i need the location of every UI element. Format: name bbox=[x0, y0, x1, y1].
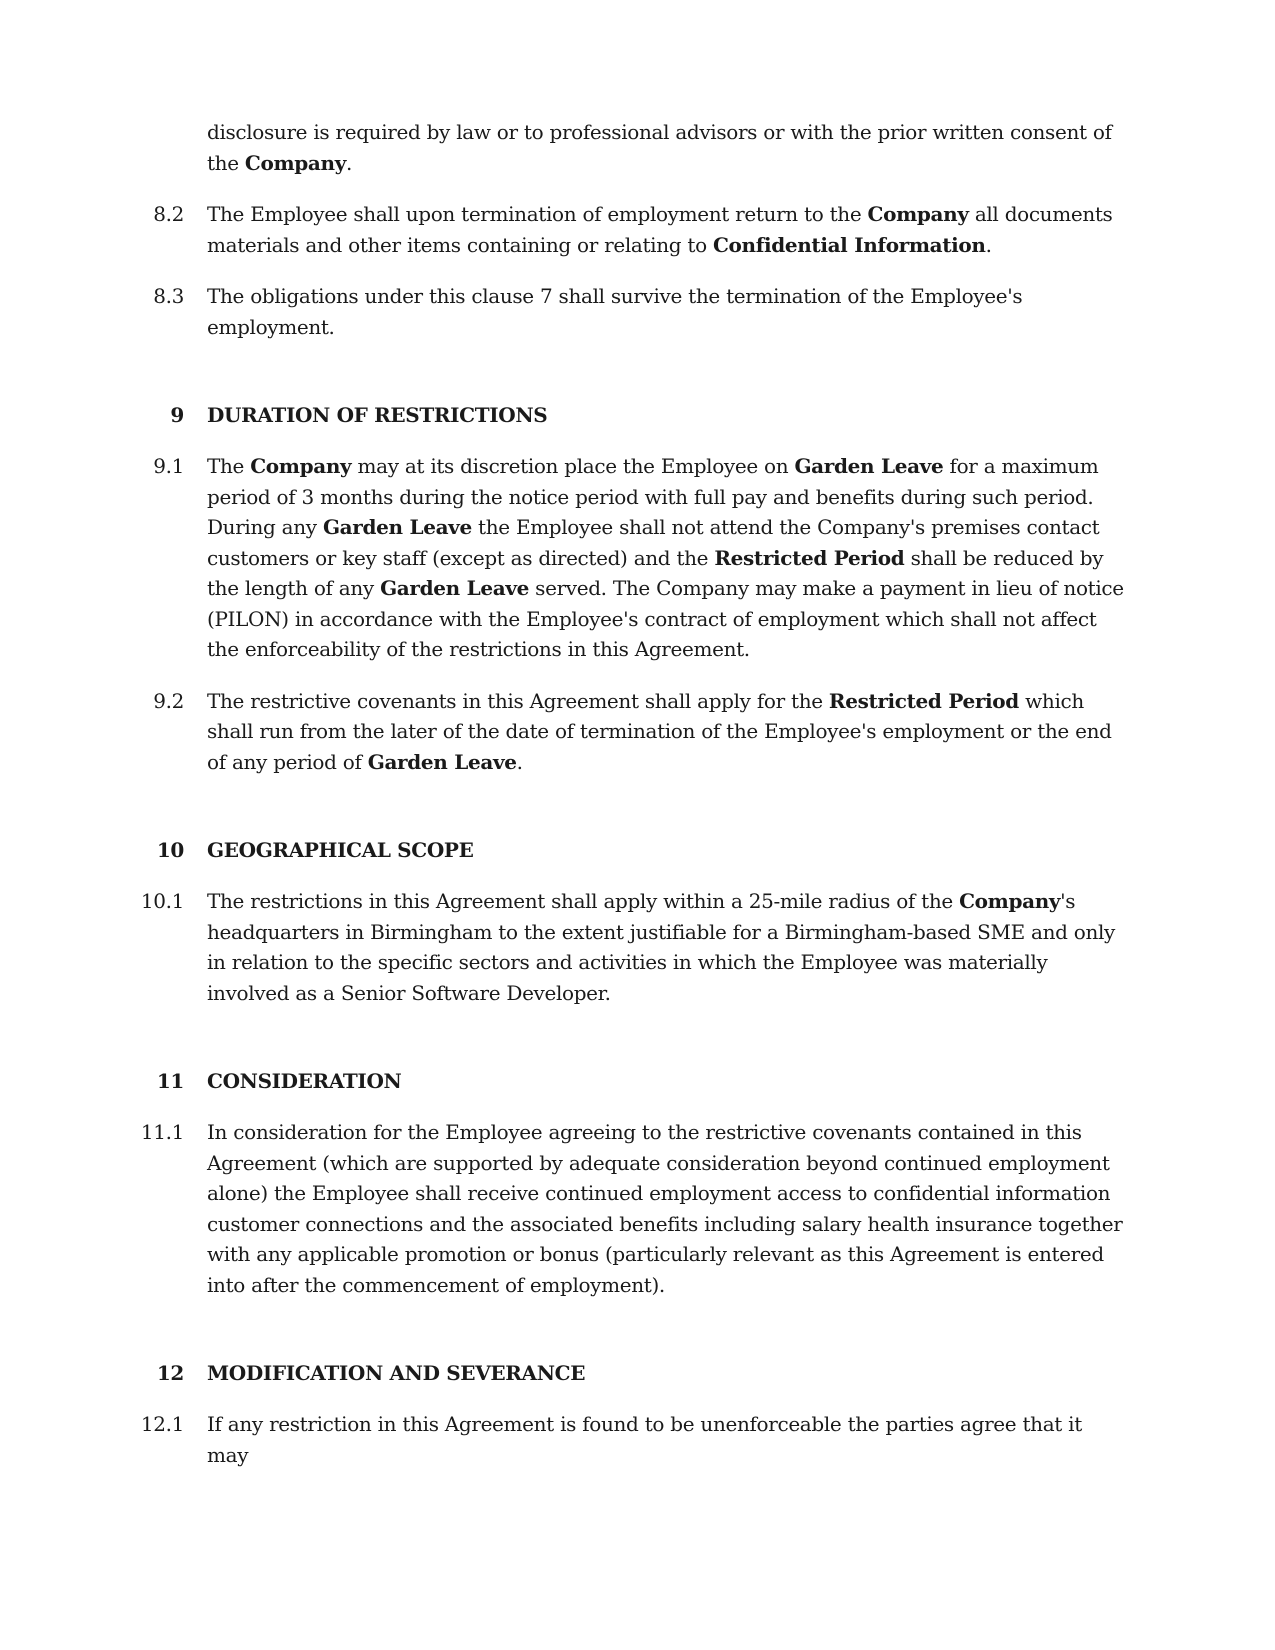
clause-text bbox=[207, 454, 1124, 661]
defined-term: Restricted Period bbox=[828, 688, 1019, 713]
section-number: 9 bbox=[170, 403, 184, 427]
defined-term: Company bbox=[250, 454, 352, 478]
clause-8-1-continued bbox=[0, 117, 1129, 178]
clause-text bbox=[207, 889, 1115, 1005]
clause-12-1 bbox=[0, 1409, 1129, 1470]
text-run: The obligations under this clause 7 shall survive the termination of the Employee's employment. bbox=[207, 284, 1023, 339]
text-run: served. The Company may make a payment in lieu of notice (PILON) in accordance with the Employee's contract of employment which shall not affect the enforceability of the restrictions in this Agreement. bbox=[207, 576, 1124, 661]
clause-9-1 bbox=[0, 451, 1129, 665]
clause-number: 10.1 bbox=[140, 889, 184, 913]
text-run: The Employee shall upon termination of employment return to the bbox=[207, 202, 868, 226]
section-title: MODIFICATION AND SEVERANCE bbox=[207, 1361, 586, 1385]
text-run: for a maximum period of 3 months during the notice period with full pay and benefits during such period. During any bbox=[207, 454, 1099, 539]
text-run: disclosure is required by law or to professional advisors or with the prior written consent of the bbox=[207, 120, 1112, 175]
defined-term: Confidential Information bbox=[712, 232, 986, 257]
defined-term: Garden Leave bbox=[380, 576, 529, 600]
defined-term: Restricted Period bbox=[714, 545, 905, 570]
text-run: In consideration for the Employee agreeing to the restrictive covenants contained in this Agreement (which are supported by adequate consideration beyond continued employment alone) the Employee shall receive continued employment access to confidential information customer connections and the associated benefits including salary health insurance together with any applicable promotion or bonus (particularly relevant as this Agreement is entered into after the commencement of employment). bbox=[207, 1120, 1123, 1297]
clause-number: 9.1 bbox=[153, 454, 184, 478]
text-run: all documents materials and other items containing or relating to bbox=[207, 202, 1113, 257]
defined-term: Company bbox=[867, 202, 969, 226]
defined-term: Garden Leave bbox=[367, 749, 517, 774]
clause-number: 11.1 bbox=[140, 1120, 184, 1144]
section-number: 12 bbox=[156, 1361, 184, 1385]
clause-text bbox=[207, 689, 1112, 774]
clause-11-1 bbox=[0, 1117, 1129, 1300]
clause-text bbox=[207, 202, 1112, 257]
clause-number: 8.3 bbox=[153, 284, 184, 308]
defined-term: Garden Leave bbox=[794, 454, 944, 478]
defined-term: Company bbox=[244, 150, 346, 175]
text-run: . bbox=[346, 150, 353, 175]
section-title: CONSIDERATION bbox=[207, 1069, 402, 1093]
section-number: 11 bbox=[156, 1069, 184, 1093]
text-run: 's headquarters in Birmingham to the extent justifiable for a Birmingham-based SME and only in relation to the specific sectors and activities in which the Employee was materially involved as a Senior Software Developer. bbox=[207, 889, 1116, 1005]
clause-text bbox=[207, 1120, 1123, 1297]
clause-8-3 bbox=[0, 281, 1129, 342]
section-title: GEOGRAPHICAL SCOPE bbox=[207, 838, 474, 862]
clause-10-1 bbox=[0, 886, 1129, 1008]
text-run: The restrictions in this Agreement shall apply within a 25-mile radius of the bbox=[207, 889, 960, 913]
defined-term: Garden Leave bbox=[322, 515, 472, 539]
section-11-heading bbox=[0, 1066, 1129, 1096]
text-run: If any restriction in this Agreement is found to be unenforceable the parties agree that it may bbox=[207, 1412, 1082, 1467]
section-number: 10 bbox=[156, 838, 184, 862]
text-run: which shall run from the later of the date of termination of the Employee's employment or the end of any period of bbox=[207, 688, 1112, 774]
text-run: shall be reduced by the length of any bbox=[207, 545, 1104, 600]
clause-number: 9.2 bbox=[153, 688, 184, 713]
section-title: DURATION OF RESTRICTIONS bbox=[207, 403, 548, 427]
text-run: The restrictive covenants in this Agreement shall apply for the bbox=[207, 688, 829, 713]
clause-8-2 bbox=[0, 199, 1129, 260]
text-run: may at its discretion place the Employee on bbox=[351, 454, 795, 478]
clause-number: 8.2 bbox=[153, 202, 184, 226]
text-run: the Employee shall not attend the Company's premises contact customers or key staff (except as directed) and the bbox=[207, 515, 1100, 570]
clause-text bbox=[207, 120, 1112, 175]
section-9-heading bbox=[0, 400, 1129, 430]
text-run: . bbox=[985, 232, 992, 257]
defined-term: Company bbox=[959, 889, 1061, 913]
section-10-heading bbox=[0, 835, 1129, 865]
section-12-heading bbox=[0, 1358, 1129, 1388]
clause-text bbox=[207, 284, 1022, 339]
text-run: . bbox=[516, 749, 523, 774]
clause-text bbox=[207, 1412, 1082, 1467]
clause-number: 12.1 bbox=[140, 1412, 184, 1436]
clause-9-2 bbox=[0, 686, 1129, 778]
text-run: The bbox=[207, 454, 251, 478]
